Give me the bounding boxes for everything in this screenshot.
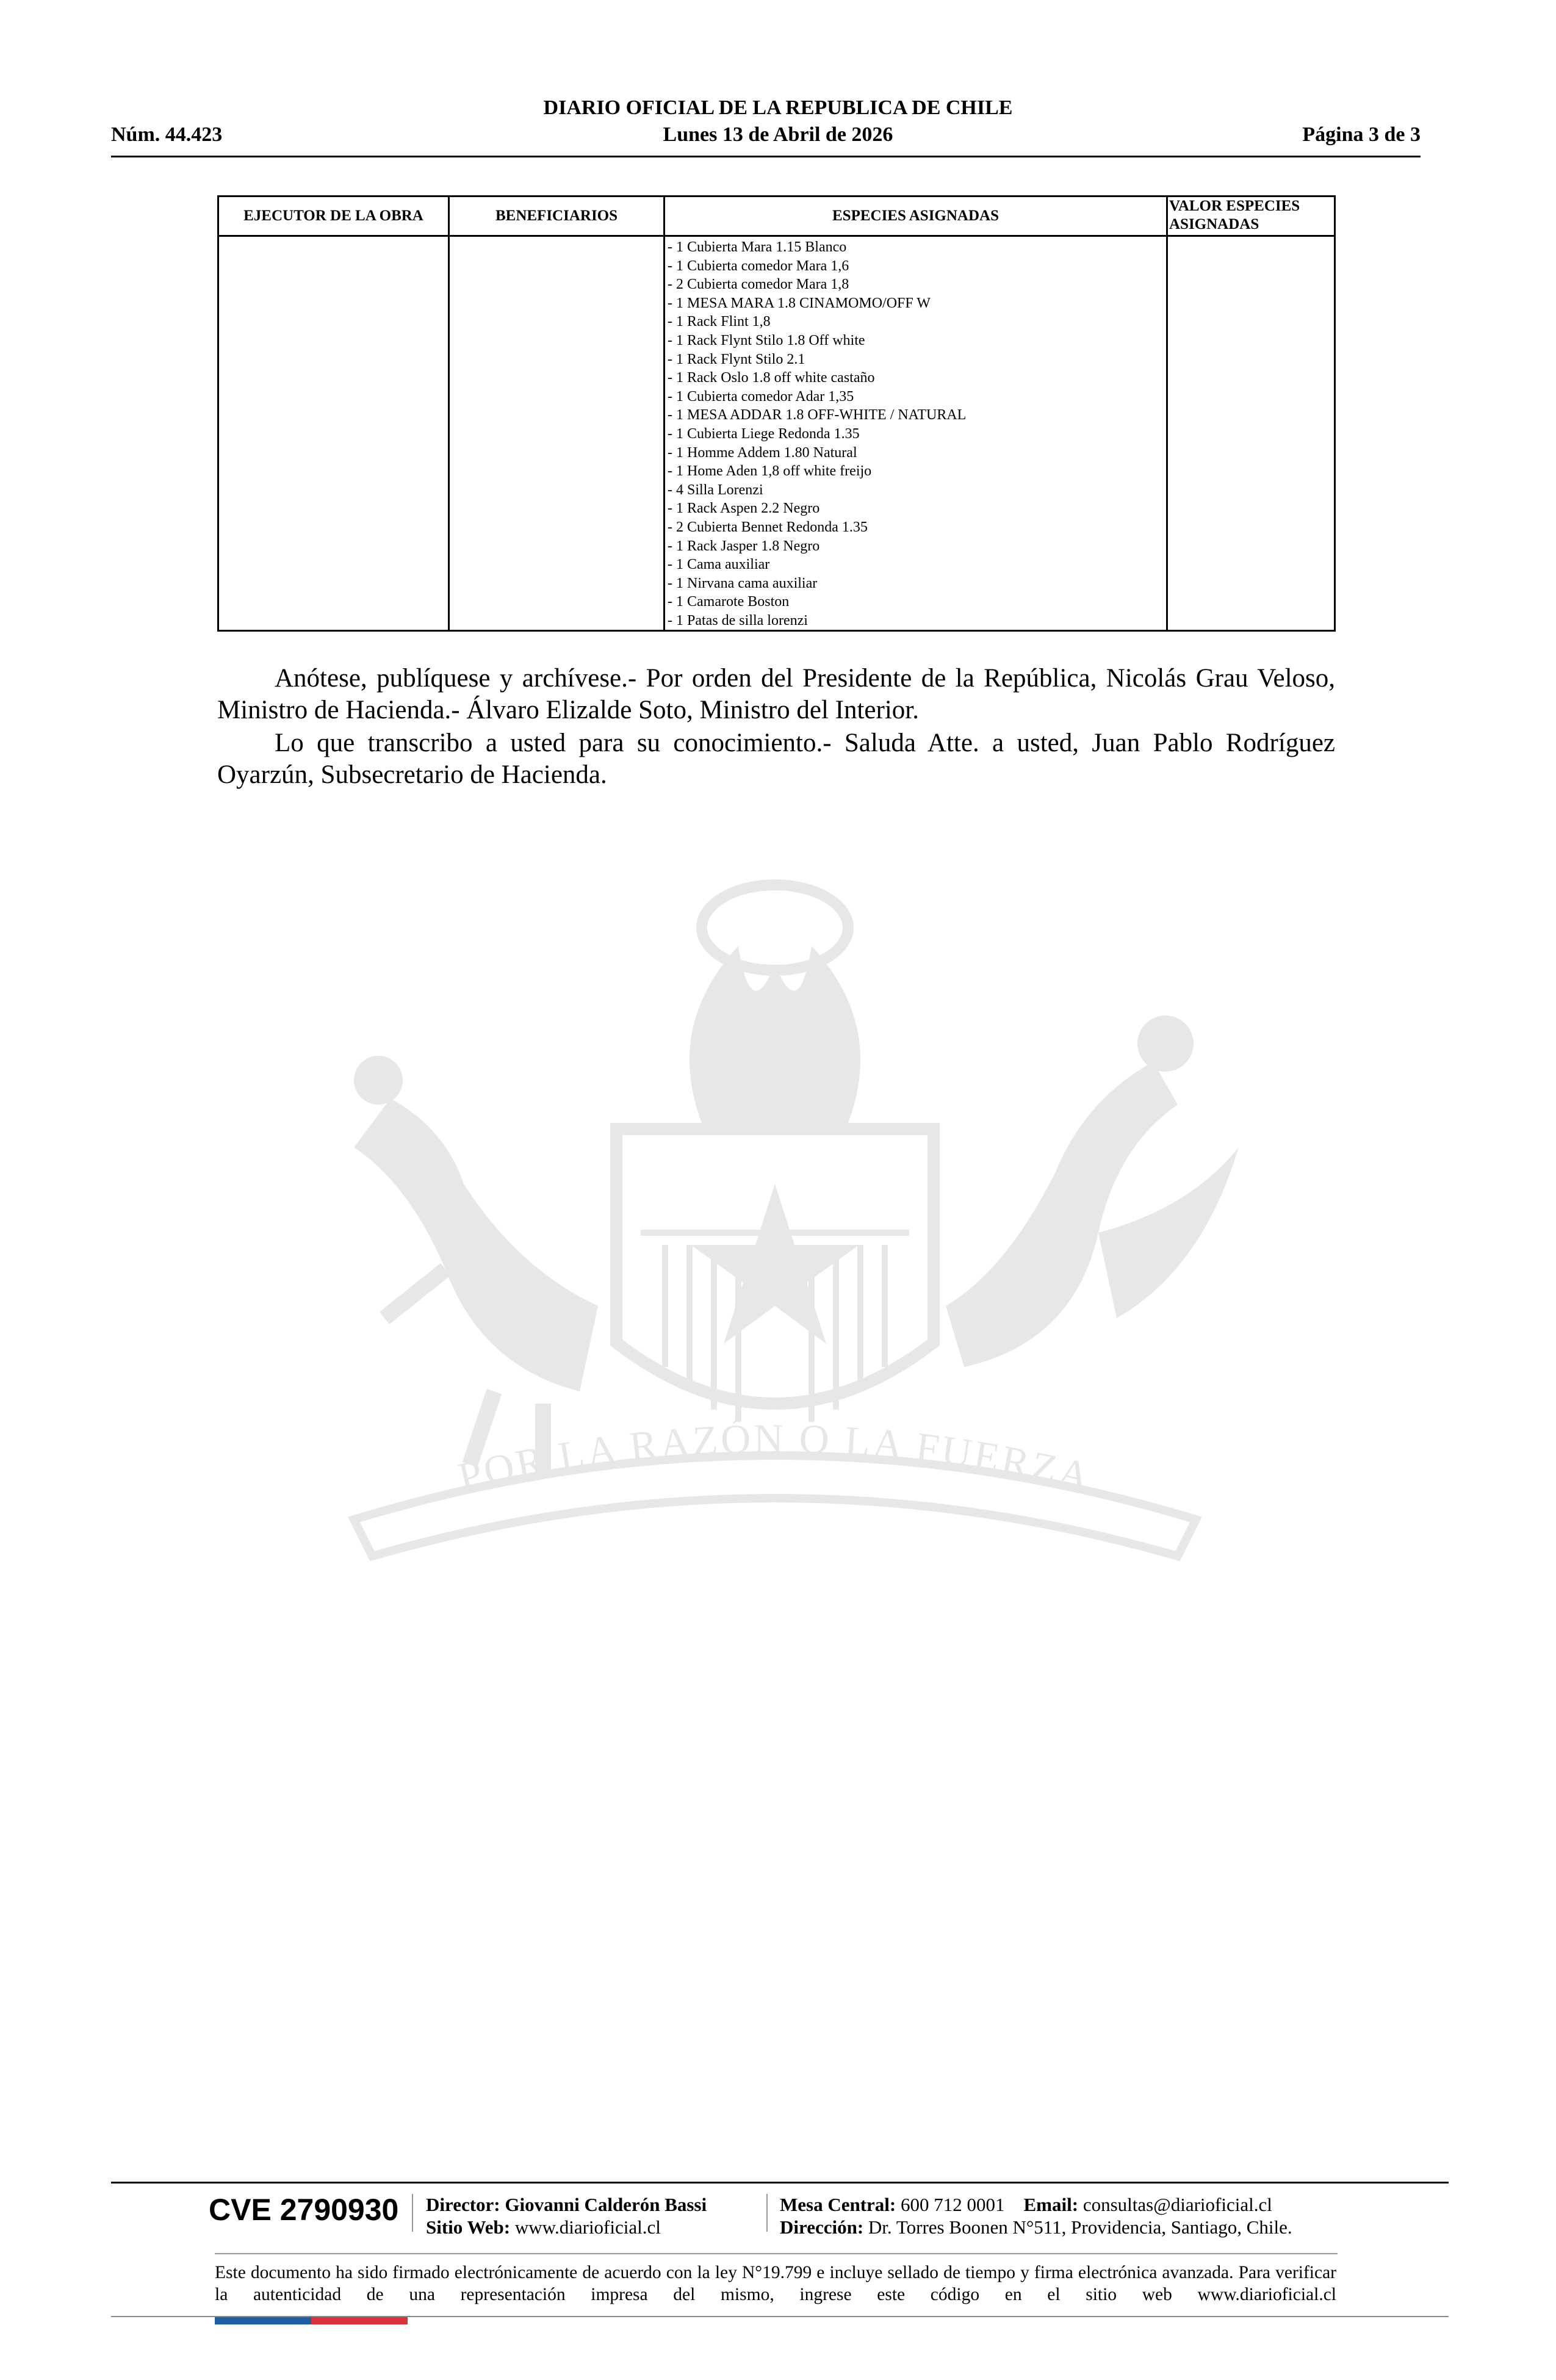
species-table — [217, 195, 1336, 632]
column-header-value: VALOR ESPECIES ASIGNADAS — [1167, 197, 1335, 236]
species-item: - 1 Camarote Boston — [668, 594, 790, 610]
species-item: - 2 Cubierta comedor Mara 1,8 — [668, 276, 849, 293]
address-label: Dirección: — [780, 2216, 864, 2238]
species-item: - 1 Patas de silla lorenzi — [668, 612, 808, 629]
footer-separator — [766, 2194, 768, 2232]
species-item: - 1 Rack Aspen 2.2 Negro — [668, 500, 820, 517]
species-item: - 1 Rack Oslo 1.8 off white castaño — [668, 370, 875, 386]
phone-value: 600 712 0001 — [901, 2194, 1005, 2215]
issue-date: Lunes 13 de Abril de 2026 — [663, 123, 893, 146]
website-label: Sitio Web: — [426, 2216, 511, 2238]
species-item: - 1 Rack Flynt Stilo 1.8 Off white — [668, 332, 865, 348]
species-item: - 4 Silla Lorenzi — [668, 481, 763, 498]
motto-text: POR LA RAZÓN O LA FUERZA — [453, 1415, 1097, 1501]
transcription-paragraph: Lo que transcribo a usted para su conocimiento.- Saluda Atte. a usted, Juan Pablo Rodríguez Oyarzún, Subsecretario de Hacienda. — [217, 729, 1335, 789]
header-divider — [111, 156, 1421, 157]
coat-of-arms-watermark — [201, 842, 1349, 1697]
footer-thin-divider — [215, 2253, 1338, 2254]
species-item: - 1 Cubierta Liege Redonda 1.35 — [668, 425, 860, 442]
executor-cell — [218, 236, 449, 631]
footer-contact-block — [780, 2193, 1292, 2238]
column-header-beneficiaries: BENEFICIARIOS — [449, 197, 665, 236]
address-value: Dr. Torres Boonen N°511, Providencia, Santiago, Chile. — [868, 2216, 1292, 2238]
email-label: Email: — [1023, 2194, 1079, 2215]
website-link[interactable]: www.diarioficial.cl — [514, 2216, 661, 2238]
species-item: - 1 Nirvana cama auxiliar — [668, 575, 818, 591]
species-item: - 1 Cubierta comedor Adar 1,35 — [668, 388, 854, 405]
species-item: - 1 Cubierta Mara 1.15 Blanco — [668, 239, 847, 255]
email-link[interactable]: consultas@diarioficial.cl — [1082, 2194, 1272, 2215]
species-item: - 1 Homme Addem 1.80 Natural — [668, 444, 857, 461]
footer-separator — [412, 2194, 413, 2232]
value-cell — [1167, 236, 1335, 631]
beneficiaries-cell — [449, 236, 665, 631]
species-item: - 1 Cama auxiliar — [668, 557, 770, 573]
species-item: - 2 Cubierta Bennet Redonda 1.35 — [668, 519, 868, 535]
species-list — [665, 237, 1166, 630]
table-row — [218, 236, 1335, 631]
flag-stripe-red — [311, 2317, 408, 2324]
signature-notice: Este documento ha sido firmado electrónicamente de acuerdo con la ley N°19.799 e incluye sellado de tiempo y firma electrónica avanzada. Para verificar la autenticidad de una representación impresa del mismo, ingrese este código en el sitio web www.diarioficial.cl — [215, 2263, 1336, 2304]
column-header-executor: EJECUTOR DE LA OBRA — [218, 197, 449, 236]
closing-paragraph: Anótese, publíquese y archívese.- Por orden del Presidente de la República, Nicolás Grau Veloso, Ministro de Hacienda.- Álvaro Elizalde Soto, Ministro del Interior. — [217, 664, 1335, 724]
table-header-row — [218, 197, 1335, 236]
species-cell — [665, 236, 1167, 631]
director-name: Giovanni Calderón Bassi — [505, 2194, 707, 2215]
phone-label: Mesa Central: — [780, 2194, 896, 2215]
flag-stripe-blue — [215, 2317, 311, 2324]
species-item: - 1 Home Aden 1,8 off white freijo — [668, 463, 872, 480]
cve-code: CVE 2790930 — [209, 2193, 399, 2227]
director-label: Director: — [426, 2194, 500, 2215]
column-header-species: ESPECIES ASIGNADAS — [665, 197, 1167, 236]
publication-title: DIARIO OFICIAL DE LA REPUBLICA DE CHILE — [543, 96, 1013, 119]
page-indicator: Página 3 de 3 — [1302, 123, 1421, 146]
footer-director-block — [426, 2193, 707, 2238]
footer-divider — [111, 2182, 1449, 2183]
species-item: - 1 Cubierta comedor Mara 1,6 — [668, 258, 849, 274]
species-item: - 1 Rack Jasper 1.8 Negro — [668, 538, 820, 554]
issue-number: Núm. 44.423 — [111, 123, 223, 146]
species-item: - 1 MESA ADDAR 1.8 OFF-WHITE / NATURAL — [668, 407, 967, 424]
species-item: - 1 Rack Flint 1,8 — [668, 314, 771, 330]
species-item: - 1 MESA MARA 1.8 CINAMOMO/OFF W — [668, 295, 931, 311]
species-item: - 1 Rack Flynt Stilo 2.1 — [668, 351, 805, 367]
